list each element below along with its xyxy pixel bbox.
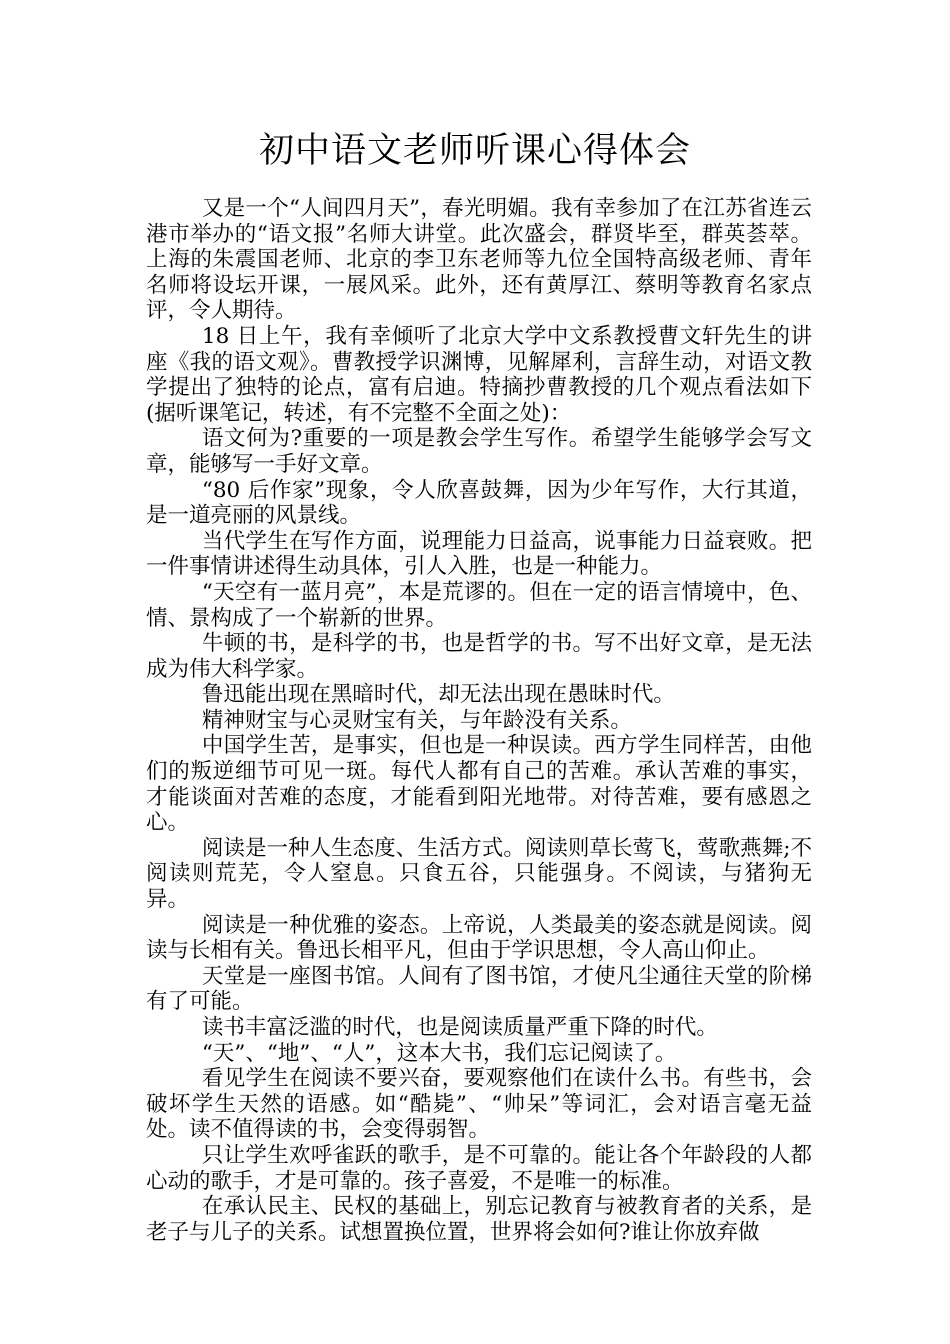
paragraph: 在承认民主、民权的基础上，别忘记教育与被教育者的关系，是老子与儿子的关系。试想置换位置，世界将会如何?谁让你放弃做 <box>146 1194 812 1245</box>
paragraph: 看见学生在阅读不要兴奋，要观察他们在读什么书。有些书，会破坏学生天然的语感。如“酷毙”、“帅呆”等词汇，会对语言毫无益处。读不值得读的书，会变得弱智。 <box>146 1066 812 1143</box>
document-title: 初中语文老师听课心得体会 <box>258 131 691 171</box>
paragraph: 阅读是一种人生态度、生活方式。阅读则草长莺飞，莺歌燕舞;不阅读则荒芜，令人窒息。只食五谷，只能强身。不阅读，与猪狗无异。 <box>146 835 812 913</box>
paragraph: “80 后作家”现象，令人欣喜鼓舞，因为少年写作，大行其道，是一道亮丽的风景线。 <box>146 477 812 529</box>
document-body <box>146 196 812 1245</box>
paragraph: 天堂是一座图书馆。人间有了图书馆，才使凡尘通往天堂的阶梯有了可能。 <box>146 963 812 1015</box>
paragraph: 精神财宝与心灵财宝有关，与年龄没有关系。 <box>201 707 632 733</box>
paragraph: 读书丰富泛滥的时代，也是阅读质量严重下降的时代。 <box>201 1015 718 1040</box>
paragraph: 又是一个“人间四月天”，春光明媚。我有幸参加了在江苏省连云港市举办的“语文报”名师大讲堂。此次盛会，群贤毕至，群英荟萃。上海的朱震国老师、北京的李卫东老师等九位全国特高级老师、青年名师将设坛开课，一展风采。此外，还有黄厚江、蔡明等教育名家点评，令人期待。 <box>146 196 812 324</box>
paragraph: 语文何为?重要的一项是教会学生写作。希望学生能够学会写文章，能够写一手好文章。 <box>146 426 812 477</box>
paragraph: 阅读是一种优雅的姿态。上帝说，人类最美的姿态就是阅读。阅读与长相有关。鲁迅长相平凡，但由于学识思想，令人高山仰止。 <box>146 912 812 964</box>
paragraph: 只让学生欢呼雀跃的歌手，是不可靠的。能让各个年龄段的人都心动的歌手，才是可靠的。孩子喜爱，不是唯一的标准。 <box>146 1142 812 1194</box>
paragraph: 18 日上午，我有幸倾听了北京大学中文系教授曹文轩先生的讲座《我的语文观》。曹教授学识渊博，见解犀利，言辞生动，对语文教学提出了独特的论点，富有启迪。特摘抄曹教授的几个观点看法如下(据听课笔记，转述，有不完整不全面之处)： <box>146 323 812 426</box>
paragraph: 中国学生苦，是事实，但也是一种误读。西方学生同样苦，由他们的叛逆细节可见一斑。每代人都有自己的苦难。承认苦难的事实，才能谈面对苦难的态度，才能看到阳光地带。对待苦难，要有感恩之心。 <box>146 733 812 836</box>
paragraph: 当代学生在写作方面，说理能力日益高，说事能力日益衰败。把一件事情讲述得生动具体，引人入胜，也是一种能力。 <box>146 528 812 580</box>
paragraph: 鲁迅能出现在黑暗时代，却无法出现在愚昧时代。 <box>201 682 675 708</box>
paragraph: “天空有一蓝月亮”，本是荒谬的。但在一定的语言情境中，色、情、景构成了一个崭新的世界。 <box>146 579 812 631</box>
paragraph: 牛顿的书，是科学的书，也是哲学的书。写不出好文章，是无法成为伟大科学家。 <box>146 631 812 682</box>
paragraph: “天”、“地”、“人”，这本大书，我们忘记阅读了。 <box>201 1040 677 1066</box>
